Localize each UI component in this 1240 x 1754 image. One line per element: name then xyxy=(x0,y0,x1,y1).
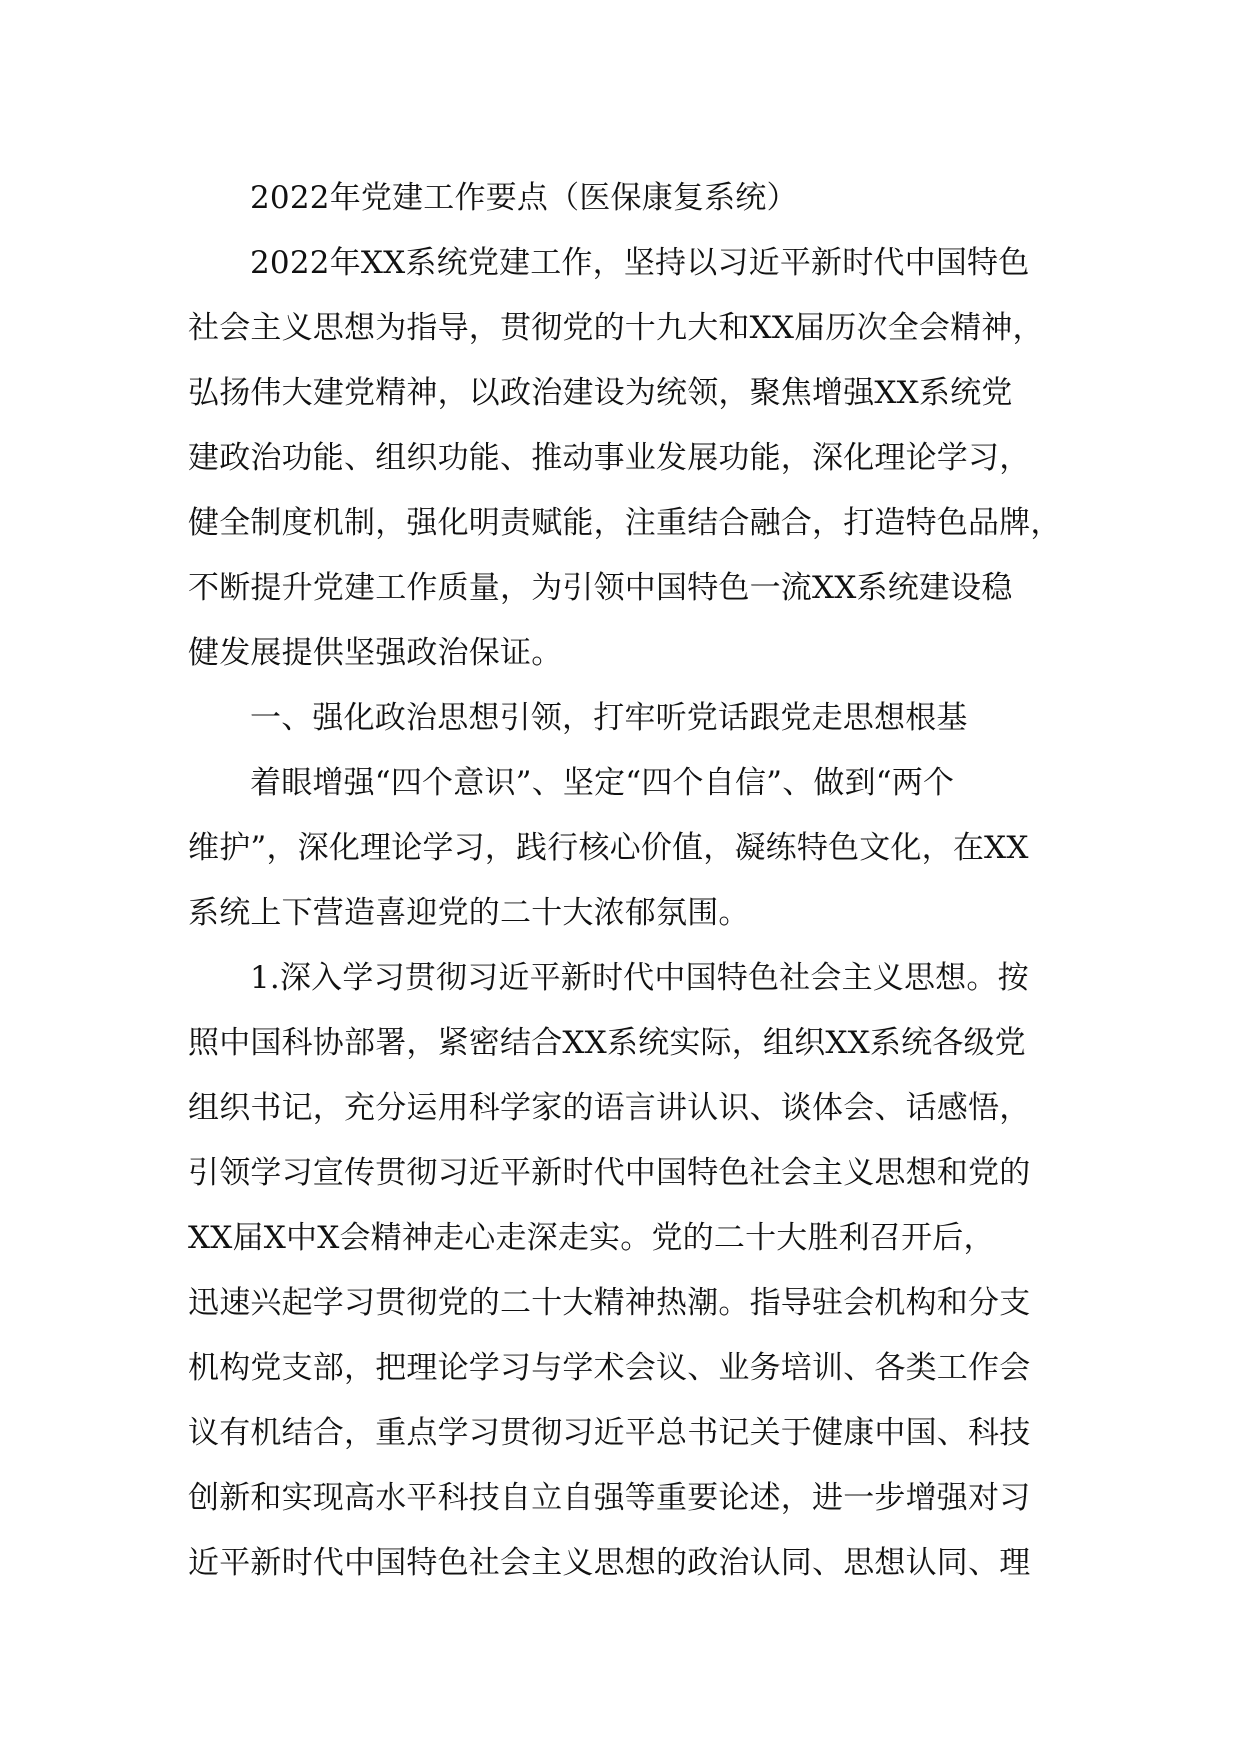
text-line: 健全制度机制，强化明责赋能，注重结合融合，打造特色品牌， xyxy=(188,505,1062,541)
text-line: 弘扬伟大建党精神，以政治建设为统领，聚焦增强XX系统党 xyxy=(188,375,1013,411)
text-line: 近平新时代中国特色社会主义思想的政治认同、思想认同、理 xyxy=(188,1545,1031,1581)
text-line: 1.深入学习贯彻习近平新时代中国特色社会主义思想。按 xyxy=(250,960,1029,996)
text-line: XX届X中X会精神走心走深走实。党的二十大胜利召开后， xyxy=(188,1220,995,1256)
document-body xyxy=(188,166,1088,1596)
text-line: 维护”，深化理论学习，践行核心价值，凝练特色文化，在XX xyxy=(188,830,1029,866)
text-line: 议有机结合，重点学习贯彻习近平总书记关于健康中国、科技 xyxy=(188,1415,1031,1451)
text-line: 建政治功能、组织功能、推动事业发展功能，深化理论学习， xyxy=(188,440,1031,476)
text-line: 2022年XX系统党建工作，坚持以习近平新时代中国特色 xyxy=(250,245,1030,281)
document-title: 2022年党建工作要点（医保康复系统） xyxy=(250,180,798,216)
text-line: 引领学习宣传贯彻习近平新时代中国特色社会主义思想和党的 xyxy=(188,1155,1031,1191)
text-line: 着眼增强“四个意识”、坚定“四个自信”、做到“两个 xyxy=(250,765,955,801)
text-line: 迅速兴起学习贯彻党的二十大精神热潮。指导驻会机构和分支 xyxy=(188,1285,1031,1321)
text-line: 社会主义思想为指导，贯彻党的十九大和XX届历次全会精神， xyxy=(188,310,1044,346)
text-line: 组织书记，充分运用科学家的语言讲认识、谈体会、话感悟， xyxy=(188,1090,1031,1126)
text-line: 照中国科协部署，紧密结合XX系统实际，组织XX系统各级党 xyxy=(188,1025,1026,1061)
text-line: 健发展提供坚强政治保证。 xyxy=(188,635,563,671)
text-line: 机构党支部，把理论学习与学术会议、业务培训、各类工作会 xyxy=(188,1350,1031,1386)
text-line: 创新和实现高水平科技自立自强等重要论述，进一步增强对习 xyxy=(188,1480,1031,1516)
text-line: 不断提升党建工作质量，为引领中国特色一流XX系统建设稳 xyxy=(188,570,1013,606)
section-heading: 一、强化政治思想引领，打牢听党话跟党走思想根基 xyxy=(250,700,968,736)
text-line: 系统上下营造喜迎党的二十大浓郁氛围。 xyxy=(188,895,750,931)
